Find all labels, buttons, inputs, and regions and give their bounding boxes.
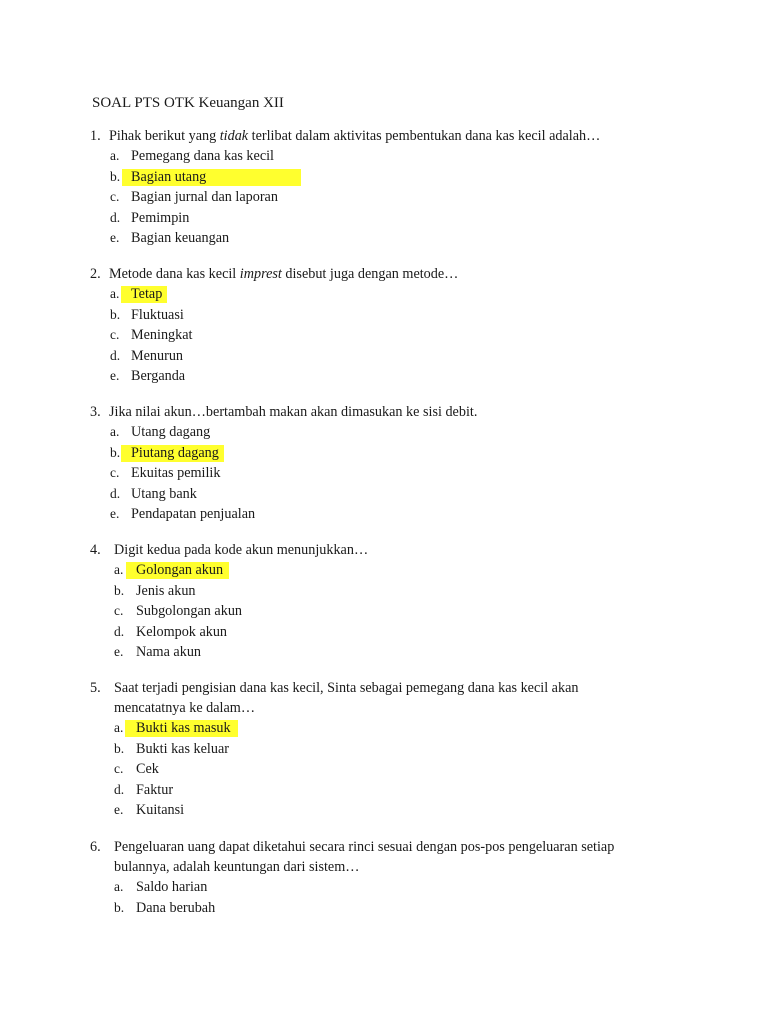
option-d: d. Utang bank bbox=[110, 485, 197, 502]
question-number: 1. bbox=[90, 128, 101, 144]
option-e: e. Pendapatan penjualan bbox=[110, 506, 256, 523]
option-e: e. Kuitansi bbox=[114, 802, 185, 819]
question-number: 5. bbox=[90, 680, 101, 696]
option-d: d. Faktur bbox=[114, 781, 174, 798]
option-c: c. Ekuitas pemilik bbox=[110, 465, 221, 482]
question-text: Digit kedua pada kode akun menunjukkan… bbox=[114, 542, 369, 558]
question-text-continued: mencatatnya ke dalam… bbox=[114, 700, 256, 716]
question-number: 2. bbox=[90, 266, 101, 282]
question-5 bbox=[90, 678, 690, 821]
question-number: 4. bbox=[90, 542, 101, 558]
option-a: a. Bukti kas masuk bbox=[90, 718, 690, 739]
question-4 bbox=[90, 540, 690, 663]
option-c: c. Bagian jurnal dan laporan bbox=[110, 189, 278, 206]
question-3 bbox=[90, 402, 690, 525]
question-emphasis: imprest bbox=[239, 266, 282, 282]
option-a: a. Saldo harian bbox=[114, 879, 208, 895]
document-title: SOAL PTS OTK Keuangan XII bbox=[92, 95, 284, 111]
option-a: a. Golongan akun bbox=[90, 560, 690, 581]
option-d: d. Kelompok akun bbox=[114, 623, 228, 640]
option-b: b. Fluktuasi bbox=[110, 306, 184, 323]
option-b: b. Jenis akun bbox=[114, 582, 196, 599]
question-1 bbox=[90, 126, 690, 249]
question-emphasis: tidak bbox=[219, 128, 249, 144]
option-d: d. Pemimpin bbox=[110, 209, 190, 226]
option-a: a. Pemegang dana kas kecil bbox=[110, 148, 275, 164]
option-a: a. Tetap bbox=[90, 284, 690, 305]
question-text: Pihak berikut yang tidak terlibat dalam aktivitas pembentukan dana kas kecil adalah… bbox=[109, 128, 601, 144]
option-a: a. Utang dagang bbox=[110, 424, 211, 440]
option-e: e. Nama akun bbox=[114, 644, 202, 661]
question-text: Pengeluaran uang dapat diketahui secara rinci sesuai dengan pos-pos pengeluaran setiap bbox=[114, 839, 615, 855]
option-b: b. Bukti kas keluar bbox=[114, 740, 229, 757]
question-text: Jika nilai akun…bertambah makan akan dimasukan ke sisi debit. bbox=[109, 404, 478, 420]
question-text: Metode dana kas kecil imprest disebut juga dengan metode… bbox=[109, 266, 459, 282]
option-d: d. Menurun bbox=[110, 347, 184, 364]
option-b: b. Piutang dagang bbox=[90, 443, 690, 464]
option-e: e. Berganda bbox=[110, 368, 186, 385]
option-c: c. Meningkat bbox=[110, 327, 193, 344]
question-6 bbox=[90, 837, 690, 918]
question-2 bbox=[90, 264, 690, 387]
option-e: e. Bagian keuangan bbox=[110, 230, 230, 247]
option-b: b. Dana berubah bbox=[114, 899, 216, 916]
option-b: b. Bagian utang bbox=[90, 167, 690, 188]
option-c: c. Subgolongan akun bbox=[114, 603, 243, 620]
question-text-continued: bulannya, adalah keuntungan dari sistem… bbox=[114, 859, 360, 875]
option-c: c. Cek bbox=[114, 761, 159, 778]
question-text: Saat terjadi pengisian dana kas kecil, Sinta sebagai pemegang dana kas kecil akan bbox=[114, 680, 579, 696]
question-number: 3. bbox=[90, 404, 101, 420]
question-number: 6. bbox=[90, 839, 101, 855]
